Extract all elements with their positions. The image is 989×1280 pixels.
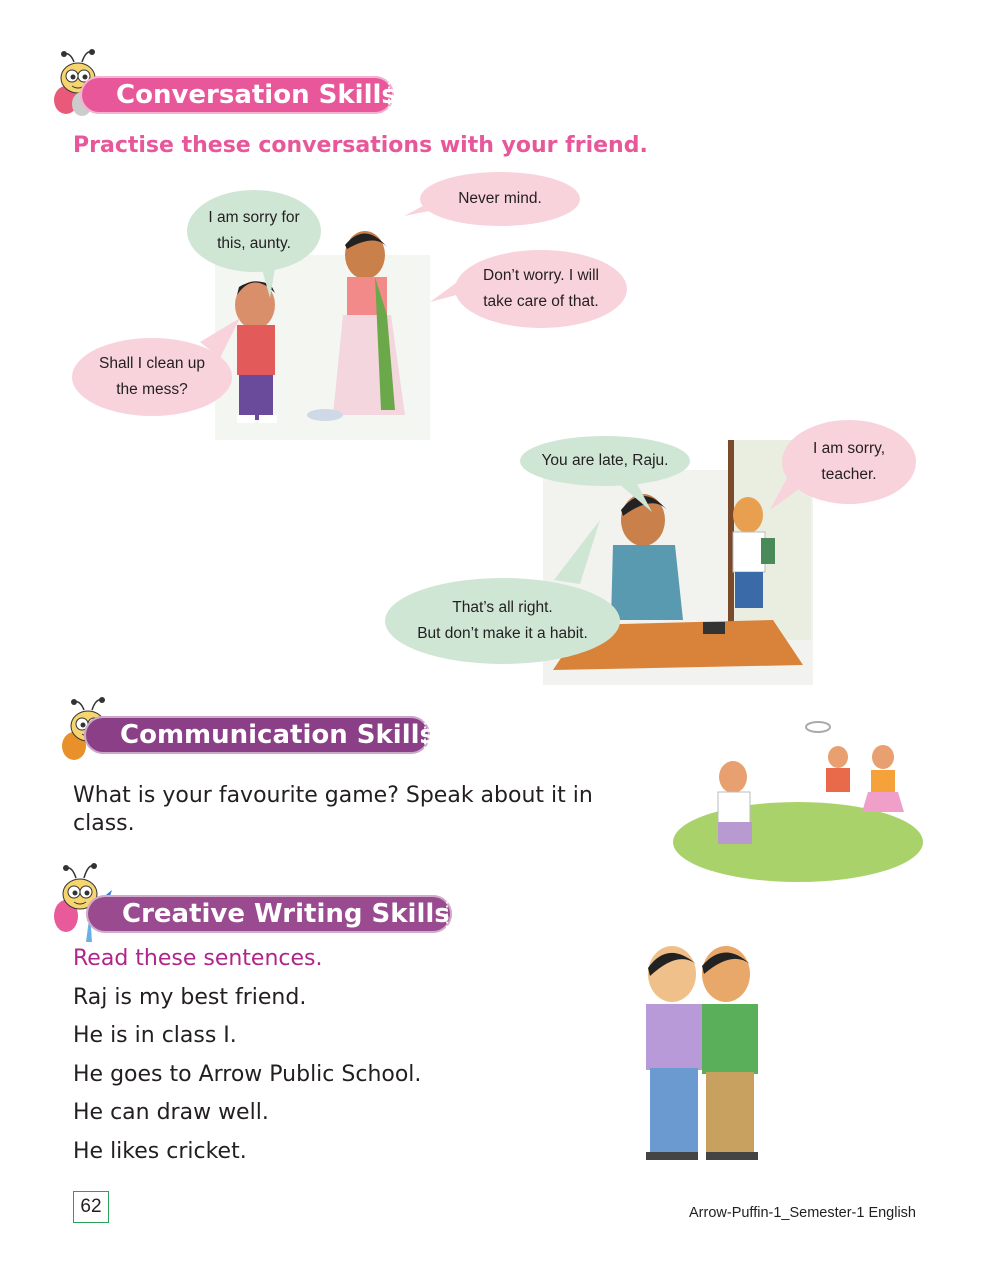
sentence-4: He can draw well. xyxy=(73,1100,269,1125)
book-title-footer: Arrow-Puffin-1_Semester-1 English xyxy=(689,1205,916,1221)
sentence-3: He goes to Arrow Public School. xyxy=(73,1062,422,1087)
children-playing-frisbee-illustration xyxy=(668,712,923,892)
speech-bubble-boy-sorry: I am sorry for this, aunty. xyxy=(187,190,321,272)
speech-bubble-sorry-teacher: I am sorry, teacher. xyxy=(782,420,916,504)
bubble-tail xyxy=(430,280,460,302)
speech-bubble-dont-worry: Don’t worry. I will take care of that. xyxy=(455,250,627,328)
bubble-tail xyxy=(260,262,284,298)
bubble-tail xyxy=(540,520,600,584)
communication-prompt: What is your favourite game? Speak about it in class. xyxy=(73,783,593,836)
communication-skills-heading: Communication Skills xyxy=(84,716,430,754)
speech-bubble-never-mind: Never mind. xyxy=(420,172,580,226)
speech-bubble-you-are-late: You are late, Raju. xyxy=(520,436,690,486)
sentence-2: He is in class I. xyxy=(73,1023,237,1048)
sentence-5: He likes cricket. xyxy=(73,1139,247,1164)
two-friends-illustration xyxy=(628,940,778,1162)
sentence-1: Raj is my best friend. xyxy=(73,985,307,1010)
page-number: 62 xyxy=(73,1191,109,1223)
bubble-tail xyxy=(404,200,434,216)
conversation-instruction: Practise these conversations with your friend. xyxy=(73,133,648,158)
bubble-tail xyxy=(200,318,240,358)
creative-writing-instruction: Read these sentences. xyxy=(73,946,323,971)
creative-writing-skills-heading: Creative Writing Skills xyxy=(86,895,452,933)
speech-bubble-thats-all-right: That’s all right. But don’t make it a habit. xyxy=(385,578,620,664)
bubble-tail xyxy=(770,476,806,510)
conversation-skills-heading: Conversation Skills xyxy=(80,76,394,114)
speech-bubble-clean-up: Shall I clean up the mess? xyxy=(72,338,232,416)
bubble-tail xyxy=(612,478,652,512)
